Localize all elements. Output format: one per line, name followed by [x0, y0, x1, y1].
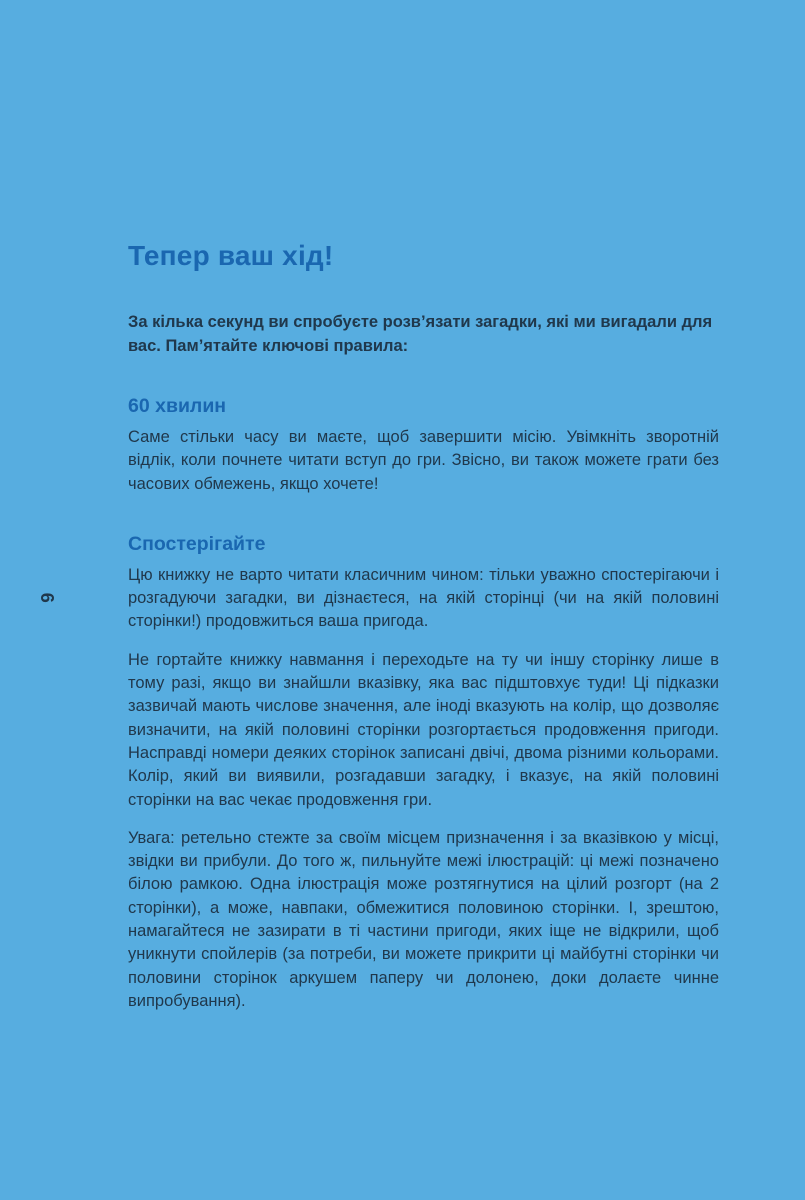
page-content [128, 241, 719, 1013]
page-number: 6 [37, 592, 58, 604]
section-paragraph: Цю книжку не варто читати класичним чином: тільки уважно спостерігаючи і розгадуючи загадки, ви дізнаєтеся, на якій сторінці (чи на якій половині сторінки!) продовжиться ваша пригода. [128, 565, 719, 631]
intro-text: За кілька секунд ви спробуєте розв’язати загадки, які ми вигадали для вас. Пам’ятайте ключові правила: [128, 313, 713, 355]
section-paragraph: Не гортайте книжку навмання і переходьте на ту чи іншу сторінку лише в тому разі, якщо ви знайшли вказівку, яка вас підштовхує туди! Ці підказки зазвичай мають числове значення, але іноді вказують на колір, що дозволяє визначити, на якій половині сторінки розгортається продовження пригоди. Насправді номери деяких сторінок записані двічі, двома різними кольорами. Колір, який ви виявили, розгадавши загадку, і вказує, на якій половині сторінки на вас чекає продовження гри. [128, 650, 719, 809]
page-title: Тепер ваш хід! [128, 240, 334, 271]
section-60-minutes [128, 395, 719, 496]
section-paragraph: Увага: ретельно стежте за своїм місцем призначення і за вказівкою у місці, звідки ви прибули. До того ж, пильнуйте межі ілюстрацій: ці межі позначено білою рамкою. Одна ілюстрація може розтягнутися на цілий розгорт (на 2 сторінки), а може, навпаки, обмежитися половиною сторінки. І, зрештою, намагайтеся не зазирати в ті частини пригоди, яких іще не відкрили, щоб уникнути спойлерів (за потреби, ви можете прикрити ці майбутні сторінки чи половини сторінок аркушем паперу чи долонею, доки долаєте чинне випробування). [128, 828, 719, 1010]
section-heading-observe: Спостерігайте [128, 532, 266, 555]
section-heading-60-minutes: 60 хвилин [128, 395, 227, 417]
section-observe [128, 533, 719, 1013]
section-paragraph: Саме стільки часу ви маєте, щоб завершити місію. Увімкніть зворотній відлік, коли почнете читати вступ до гри. Звісно, ви також можете грати без часових обмежень, якщо хочете! [128, 428, 719, 493]
